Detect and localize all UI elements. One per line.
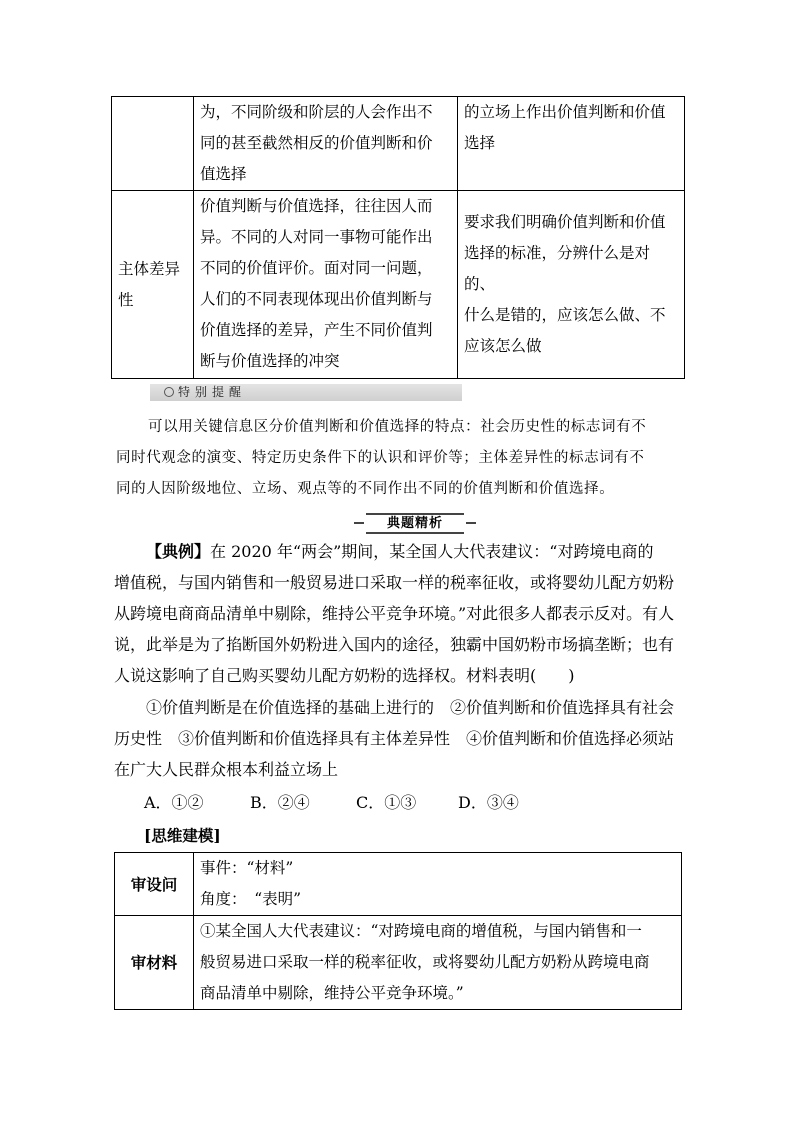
cell-line: 角度： “表明” bbox=[200, 890, 302, 908]
text-line: 同的人因阶级地位、立场、观点等的不同作出不同的价值判断和价值选择。 bbox=[116, 481, 615, 497]
text-line: 增值税，与国内销售和一般贸易进口采取一样的税率征收，或将婴幼儿配方奶粉 bbox=[114, 573, 675, 592]
table-cell bbox=[458, 97, 685, 191]
example-question bbox=[114, 536, 682, 691]
cell-line: 值选择 bbox=[200, 165, 247, 183]
table-row bbox=[112, 191, 685, 379]
table-row bbox=[115, 916, 682, 1010]
table-row bbox=[112, 97, 685, 191]
cell-line: 为，不同阶级和阶层的人会作出不 bbox=[200, 103, 433, 121]
cell-line: 应该怎么做 bbox=[464, 337, 542, 355]
row-header-cell: 审材料 bbox=[115, 916, 194, 1010]
thinking-model-table bbox=[114, 852, 682, 1010]
cell-line: 同的甚至截然相反的价值判断和价 bbox=[200, 134, 433, 152]
example-statements bbox=[114, 692, 682, 785]
text-line: 同时代观念的演变、特定历史条件下的认识和评价等；主体差异性的标志词有不 bbox=[116, 450, 645, 466]
cell-line: 价值选择的差异，产生不同价值判 bbox=[200, 321, 433, 339]
cell-line: 人们的不同表现体现出价值判断与 bbox=[200, 290, 433, 308]
option-a: A．①② bbox=[144, 793, 204, 812]
cell-line: 般贸易进口采取一样的税率征收，或将婴幼儿配方奶粉从跨境电商 bbox=[200, 953, 650, 971]
special-reminder-tag bbox=[150, 384, 462, 401]
table-cell bbox=[194, 97, 458, 191]
text-line: 历史性 ③价值判断和价值选择具有主体差异性 ④价值判断和价值选择必须站 bbox=[114, 729, 675, 748]
table-cell bbox=[112, 97, 194, 191]
text-line: 从跨境电商商品清单中剔除，维持公平竞争环境。”对此很多人都表示反对。有人 bbox=[114, 604, 675, 623]
text-line bbox=[114, 692, 682, 723]
cell-line: 性 bbox=[118, 290, 134, 309]
row-header-cell bbox=[112, 191, 194, 379]
table-cell bbox=[194, 191, 458, 379]
cell-line: 选择 bbox=[464, 134, 496, 152]
text-line: 说，此举是为了掐断国外奶粉进入国内的途径，独霸中国奶粉市场搞垄断；也有 bbox=[114, 635, 675, 654]
cell-line: 不同的价值评价。面对同一问题， bbox=[200, 259, 433, 277]
text-line bbox=[114, 536, 682, 567]
example-label: 【典例】 bbox=[146, 542, 211, 561]
option-c: C．①③ bbox=[356, 793, 417, 812]
cell-line: 选择的标准，分辨什么是对的、 bbox=[464, 244, 651, 293]
cell-line: 主体差异 bbox=[118, 259, 181, 278]
bullet-icon bbox=[164, 387, 174, 397]
option-b: B．②④ bbox=[250, 793, 310, 812]
cell-line: 异。不同的人对同一事物可能作出 bbox=[200, 228, 433, 246]
special-reminder-label: 特别提醒 bbox=[178, 385, 247, 399]
cell-line: ①某全国人大代表建议：“对跨境电商的增值税，与国内销售和一 bbox=[200, 922, 642, 940]
special-reminder-text bbox=[116, 412, 682, 505]
table-cell bbox=[458, 191, 685, 379]
text-line: 在广大人民群众根本利益立场上 bbox=[114, 760, 339, 779]
cell-line: 价值判断与价值选择，往往因人而 bbox=[200, 197, 433, 215]
table-cell bbox=[194, 853, 682, 916]
cell-line: 什么是错的，应该怎么做、不 bbox=[464, 306, 666, 324]
cell-line: 事件：“材料” bbox=[200, 859, 294, 877]
text-line: 人说这影响了自己购买婴幼儿配方奶粉的选择权。材料表明( ) bbox=[114, 666, 575, 685]
comparison-table bbox=[111, 96, 685, 379]
cell-line: 要求我们明确价值判断和价值 bbox=[464, 213, 666, 231]
section-heading: 典题精析 bbox=[366, 513, 464, 534]
thinking-model-title: [思维建模] bbox=[144, 826, 221, 845]
text-line: 可以用关键信息区分价值判断和价值选择的特点：社会历史性的标志词有不 bbox=[148, 419, 647, 435]
answer-options bbox=[144, 790, 519, 813]
text-segment: 在 2020 年“两会”期间，某全国人大代表建议：“对跨境电商的 bbox=[210, 542, 654, 561]
text-segment: ①价值判断是在价值选择的基础上进行的 ②价值判断和价值选择具有社会 bbox=[146, 698, 675, 717]
cell-line: 断与价值选择的冲突 bbox=[200, 352, 340, 370]
table-row bbox=[115, 853, 682, 916]
cell-line: 的立场上作出价值判断和价值 bbox=[464, 103, 666, 121]
row-header-cell: 审设问 bbox=[115, 853, 194, 916]
cell-line: 商品清单中剔除，维持公平竞争环境。” bbox=[200, 984, 464, 1002]
option-d: D．③④ bbox=[458, 793, 519, 812]
table-cell bbox=[194, 916, 682, 1010]
